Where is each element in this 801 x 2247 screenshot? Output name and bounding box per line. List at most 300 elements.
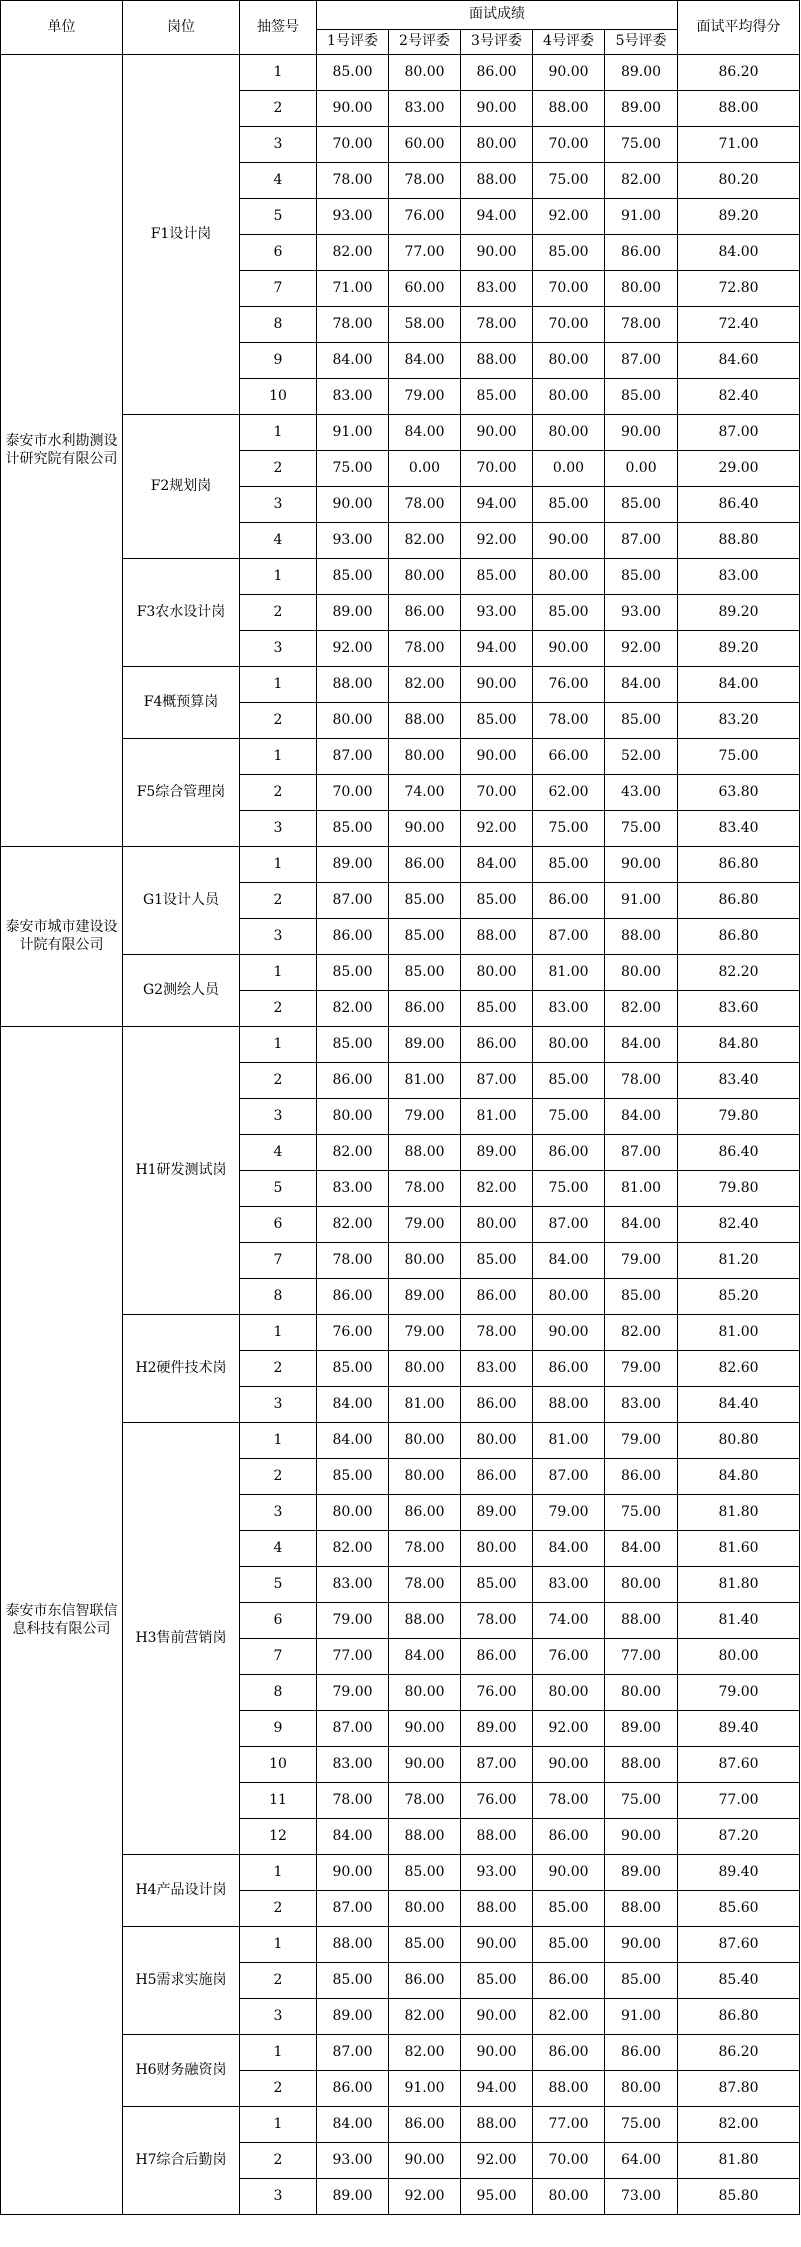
judge-2-score: 78.00 bbox=[389, 1531, 461, 1567]
judge-1-score: 85.00 bbox=[317, 811, 389, 847]
table-row bbox=[1, 1027, 800, 1063]
judge-1-score: 80.00 bbox=[317, 1495, 389, 1531]
header-row bbox=[1, 1, 800, 30]
judge-2-score: 80.00 bbox=[389, 1459, 461, 1495]
judge-5-score: 73.00 bbox=[605, 2179, 678, 2215]
judge-5-score: 82.00 bbox=[605, 163, 678, 199]
judge-5-score: 84.00 bbox=[605, 1207, 678, 1243]
judge-3-score: 85.00 bbox=[461, 991, 533, 1027]
judge-3-score: 86.00 bbox=[461, 55, 533, 91]
judge-1-score: 75.00 bbox=[317, 451, 389, 487]
judge-2-score: 90.00 bbox=[389, 2143, 461, 2179]
lot-cell: 2 bbox=[240, 883, 317, 919]
judge-2-score: 78.00 bbox=[389, 1567, 461, 1603]
judge-1-score: 87.00 bbox=[317, 883, 389, 919]
lot-cell: 6 bbox=[240, 1603, 317, 1639]
lot-cell: 7 bbox=[240, 1243, 317, 1279]
average-score: 88.80 bbox=[678, 523, 800, 559]
judge-4-score: 88.00 bbox=[533, 91, 605, 127]
judge-3-score: 86.00 bbox=[461, 1387, 533, 1423]
judge-5-score: 84.00 bbox=[605, 1099, 678, 1135]
judge-3-score: 85.00 bbox=[461, 1243, 533, 1279]
judge-2-score: 86.00 bbox=[389, 595, 461, 631]
judge-1-score: 88.00 bbox=[317, 667, 389, 703]
judge-4-score: 87.00 bbox=[533, 1459, 605, 1495]
judge-2-score: 80.00 bbox=[389, 1891, 461, 1927]
judge-3-score: 84.00 bbox=[461, 847, 533, 883]
judge-4-score: 86.00 bbox=[533, 1819, 605, 1855]
judge-3-score: 90.00 bbox=[461, 1999, 533, 2035]
judge-1-score: 85.00 bbox=[317, 1027, 389, 1063]
average-score: 80.00 bbox=[678, 1639, 800, 1675]
average-score: 81.20 bbox=[678, 1243, 800, 1279]
judge-4-score: 74.00 bbox=[533, 1603, 605, 1639]
judge-1-score: 83.00 bbox=[317, 1747, 389, 1783]
judge-1-score: 71.00 bbox=[317, 271, 389, 307]
average-score: 81.80 bbox=[678, 2143, 800, 2179]
lot-cell: 2 bbox=[240, 703, 317, 739]
judge-4-score: 62.00 bbox=[533, 775, 605, 811]
post-cell: F4概预算岗 bbox=[123, 667, 240, 739]
judge-4-score: 80.00 bbox=[533, 1027, 605, 1063]
judge-3-score: 78.00 bbox=[461, 307, 533, 343]
table-row bbox=[1, 55, 800, 91]
average-score: 29.00 bbox=[678, 451, 800, 487]
judge-1-score: 90.00 bbox=[317, 487, 389, 523]
judge-5-score: 87.00 bbox=[605, 343, 678, 379]
judge-2-score: 78.00 bbox=[389, 1171, 461, 1207]
post-cell: F3农水设计岗 bbox=[123, 559, 240, 667]
post-cell: G1设计人员 bbox=[123, 847, 240, 955]
judge-1-score: 89.00 bbox=[317, 1999, 389, 2035]
average-score: 89.20 bbox=[678, 595, 800, 631]
judge-3-score: 83.00 bbox=[461, 271, 533, 307]
header-lot: 抽签号 bbox=[240, 1, 317, 55]
judge-5-score: 85.00 bbox=[605, 487, 678, 523]
judge-4-score: 70.00 bbox=[533, 2143, 605, 2179]
judge-4-score: 85.00 bbox=[533, 847, 605, 883]
judge-3-score: 85.00 bbox=[461, 883, 533, 919]
lot-cell: 3 bbox=[240, 1999, 317, 2035]
judge-5-score: 52.00 bbox=[605, 739, 678, 775]
lot-cell: 1 bbox=[240, 847, 317, 883]
judge-1-score: 86.00 bbox=[317, 2071, 389, 2107]
judge-3-score: 80.00 bbox=[461, 1531, 533, 1567]
judge-1-score: 78.00 bbox=[317, 163, 389, 199]
average-score: 82.00 bbox=[678, 2107, 800, 2143]
judge-5-score: 85.00 bbox=[605, 559, 678, 595]
average-score: 81.60 bbox=[678, 1531, 800, 1567]
judge-3-score: 88.00 bbox=[461, 1819, 533, 1855]
judge-5-score: 43.00 bbox=[605, 775, 678, 811]
judge-4-score: 90.00 bbox=[533, 1315, 605, 1351]
judge-3-score: 87.00 bbox=[461, 1747, 533, 1783]
header-judge-4: 4号评委 bbox=[533, 30, 605, 55]
judge-4-score: 86.00 bbox=[533, 1351, 605, 1387]
judge-2-score: 90.00 bbox=[389, 811, 461, 847]
average-score: 87.60 bbox=[678, 1747, 800, 1783]
post-cell: G2测绘人员 bbox=[123, 955, 240, 1027]
lot-cell: 2 bbox=[240, 775, 317, 811]
lot-cell: 12 bbox=[240, 1819, 317, 1855]
judge-2-score: 60.00 bbox=[389, 271, 461, 307]
judge-2-score: 85.00 bbox=[389, 883, 461, 919]
judge-4-score: 92.00 bbox=[533, 1711, 605, 1747]
judge-1-score: 85.00 bbox=[317, 559, 389, 595]
judge-4-score: 87.00 bbox=[533, 1207, 605, 1243]
judge-2-score: 81.00 bbox=[389, 1063, 461, 1099]
judge-2-score: 79.00 bbox=[389, 379, 461, 415]
header-judge-3: 3号评委 bbox=[461, 30, 533, 55]
post-cell: H4产品设计岗 bbox=[123, 1855, 240, 1927]
average-score: 89.40 bbox=[678, 1855, 800, 1891]
judge-4-score: 90.00 bbox=[533, 631, 605, 667]
judge-3-score: 94.00 bbox=[461, 199, 533, 235]
lot-cell: 8 bbox=[240, 307, 317, 343]
judge-1-score: 84.00 bbox=[317, 343, 389, 379]
judge-2-score: 88.00 bbox=[389, 1819, 461, 1855]
lot-cell: 3 bbox=[240, 2179, 317, 2215]
judge-3-score: 80.00 bbox=[461, 955, 533, 991]
judge-5-score: 86.00 bbox=[605, 2035, 678, 2071]
average-score: 82.60 bbox=[678, 1351, 800, 1387]
judge-4-score: 85.00 bbox=[533, 1927, 605, 1963]
post-cell: H7综合后勤岗 bbox=[123, 2107, 240, 2215]
judge-5-score: 87.00 bbox=[605, 1135, 678, 1171]
judge-4-score: 85.00 bbox=[533, 595, 605, 631]
judge-4-score: 80.00 bbox=[533, 343, 605, 379]
judge-1-score: 85.00 bbox=[317, 1351, 389, 1387]
lot-cell: 3 bbox=[240, 631, 317, 667]
judge-5-score: 88.00 bbox=[605, 1603, 678, 1639]
lot-cell: 4 bbox=[240, 163, 317, 199]
judge-1-score: 76.00 bbox=[317, 1315, 389, 1351]
average-score: 89.20 bbox=[678, 199, 800, 235]
judge-4-score: 88.00 bbox=[533, 1387, 605, 1423]
judge-5-score: 85.00 bbox=[605, 1279, 678, 1315]
judge-4-score: 77.00 bbox=[533, 2107, 605, 2143]
judge-5-score: 82.00 bbox=[605, 991, 678, 1027]
judge-1-score: 87.00 bbox=[317, 1711, 389, 1747]
judge-3-score: 94.00 bbox=[461, 2071, 533, 2107]
header-judge-1: 1号评委 bbox=[317, 30, 389, 55]
average-score: 87.20 bbox=[678, 1819, 800, 1855]
judge-4-score: 75.00 bbox=[533, 1099, 605, 1135]
judge-3-score: 90.00 bbox=[461, 1927, 533, 1963]
lot-cell: 2 bbox=[240, 451, 317, 487]
judge-5-score: 90.00 bbox=[605, 1927, 678, 1963]
judge-2-score: 84.00 bbox=[389, 1639, 461, 1675]
judge-3-score: 86.00 bbox=[461, 1459, 533, 1495]
judge-3-score: 86.00 bbox=[461, 1027, 533, 1063]
lot-cell: 2 bbox=[240, 1351, 317, 1387]
judge-1-score: 78.00 bbox=[317, 307, 389, 343]
average-score: 84.60 bbox=[678, 343, 800, 379]
post-cell: H1研发测试岗 bbox=[123, 1027, 240, 1315]
lot-cell: 2 bbox=[240, 2071, 317, 2107]
judge-1-score: 82.00 bbox=[317, 991, 389, 1027]
judge-4-score: 80.00 bbox=[533, 379, 605, 415]
judge-1-score: 82.00 bbox=[317, 1135, 389, 1171]
judge-4-score: 78.00 bbox=[533, 703, 605, 739]
judge-5-score: 88.00 bbox=[605, 1891, 678, 1927]
judge-4-score: 86.00 bbox=[533, 2035, 605, 2071]
lot-cell: 5 bbox=[240, 199, 317, 235]
judge-5-score: 79.00 bbox=[605, 1243, 678, 1279]
judge-5-score: 84.00 bbox=[605, 667, 678, 703]
judge-1-score: 87.00 bbox=[317, 739, 389, 775]
judge-1-score: 85.00 bbox=[317, 1459, 389, 1495]
lot-cell: 4 bbox=[240, 523, 317, 559]
judge-4-score: 84.00 bbox=[533, 1243, 605, 1279]
judge-2-score: 0.00 bbox=[389, 451, 461, 487]
judge-1-score: 89.00 bbox=[317, 2179, 389, 2215]
judge-1-score: 78.00 bbox=[317, 1783, 389, 1819]
judge-3-score: 87.00 bbox=[461, 1063, 533, 1099]
judge-2-score: 80.00 bbox=[389, 559, 461, 595]
judge-3-score: 80.00 bbox=[461, 1207, 533, 1243]
judge-4-score: 82.00 bbox=[533, 1999, 605, 2035]
lot-cell: 1 bbox=[240, 2107, 317, 2143]
judge-5-score: 84.00 bbox=[605, 1531, 678, 1567]
judge-1-score: 70.00 bbox=[317, 775, 389, 811]
lot-cell: 10 bbox=[240, 1747, 317, 1783]
judge-4-score: 86.00 bbox=[533, 1963, 605, 1999]
post-cell: F1设计岗 bbox=[123, 55, 240, 415]
judge-2-score: 88.00 bbox=[389, 703, 461, 739]
judge-5-score: 91.00 bbox=[605, 199, 678, 235]
lot-cell: 7 bbox=[240, 1639, 317, 1675]
judge-2-score: 60.00 bbox=[389, 127, 461, 163]
judge-5-score: 75.00 bbox=[605, 1495, 678, 1531]
judge-4-score: 80.00 bbox=[533, 415, 605, 451]
judge-3-score: 85.00 bbox=[461, 559, 533, 595]
lot-cell: 1 bbox=[240, 1855, 317, 1891]
judge-3-score: 86.00 bbox=[461, 1639, 533, 1675]
judge-4-score: 84.00 bbox=[533, 1531, 605, 1567]
judge-5-score: 85.00 bbox=[605, 703, 678, 739]
judge-5-score: 81.00 bbox=[605, 1171, 678, 1207]
judge-1-score: 87.00 bbox=[317, 1891, 389, 1927]
judge-5-score: 78.00 bbox=[605, 307, 678, 343]
lot-cell: 8 bbox=[240, 1675, 317, 1711]
judge-3-score: 93.00 bbox=[461, 595, 533, 631]
judge-2-score: 80.00 bbox=[389, 1243, 461, 1279]
judge-2-score: 79.00 bbox=[389, 1315, 461, 1351]
lot-cell: 6 bbox=[240, 1207, 317, 1243]
average-score: 63.80 bbox=[678, 775, 800, 811]
judge-2-score: 78.00 bbox=[389, 163, 461, 199]
judge-2-score: 82.00 bbox=[389, 1999, 461, 2035]
judge-4-score: 76.00 bbox=[533, 667, 605, 703]
judge-1-score: 80.00 bbox=[317, 703, 389, 739]
average-score: 89.20 bbox=[678, 631, 800, 667]
judge-3-score: 89.00 bbox=[461, 1495, 533, 1531]
judge-2-score: 86.00 bbox=[389, 1963, 461, 1999]
judge-2-score: 88.00 bbox=[389, 1603, 461, 1639]
judge-4-score: 87.00 bbox=[533, 919, 605, 955]
judge-5-score: 0.00 bbox=[605, 451, 678, 487]
judge-3-score: 88.00 bbox=[461, 919, 533, 955]
judge-3-score: 90.00 bbox=[461, 667, 533, 703]
judge-4-score: 66.00 bbox=[533, 739, 605, 775]
lot-cell: 2 bbox=[240, 91, 317, 127]
judge-4-score: 92.00 bbox=[533, 199, 605, 235]
judge-2-score: 82.00 bbox=[389, 523, 461, 559]
judge-2-score: 79.00 bbox=[389, 1099, 461, 1135]
judge-4-score: 70.00 bbox=[533, 307, 605, 343]
judge-1-score: 91.00 bbox=[317, 415, 389, 451]
judge-5-score: 80.00 bbox=[605, 271, 678, 307]
judge-1-score: 77.00 bbox=[317, 1639, 389, 1675]
judge-5-score: 89.00 bbox=[605, 1855, 678, 1891]
judge-5-score: 79.00 bbox=[605, 1423, 678, 1459]
judge-3-score: 92.00 bbox=[461, 811, 533, 847]
judge-5-score: 77.00 bbox=[605, 1639, 678, 1675]
judge-2-score: 89.00 bbox=[389, 1027, 461, 1063]
lot-cell: 3 bbox=[240, 1099, 317, 1135]
judge-5-score: 91.00 bbox=[605, 883, 678, 919]
judge-1-score: 93.00 bbox=[317, 199, 389, 235]
judge-1-score: 86.00 bbox=[317, 1279, 389, 1315]
judge-2-score: 90.00 bbox=[389, 1711, 461, 1747]
judge-4-score: 83.00 bbox=[533, 1567, 605, 1603]
lot-cell: 1 bbox=[240, 667, 317, 703]
average-score: 86.40 bbox=[678, 1135, 800, 1171]
judge-5-score: 78.00 bbox=[605, 1063, 678, 1099]
judge-2-score: 78.00 bbox=[389, 1783, 461, 1819]
judge-1-score: 79.00 bbox=[317, 1675, 389, 1711]
average-score: 82.40 bbox=[678, 1207, 800, 1243]
judge-1-score: 86.00 bbox=[317, 1063, 389, 1099]
lot-cell: 1 bbox=[240, 415, 317, 451]
judge-4-score: 90.00 bbox=[533, 55, 605, 91]
judge-5-score: 85.00 bbox=[605, 1963, 678, 1999]
judge-2-score: 77.00 bbox=[389, 235, 461, 271]
judge-1-score: 84.00 bbox=[317, 2107, 389, 2143]
average-score: 85.40 bbox=[678, 1963, 800, 1999]
judge-3-score: 85.00 bbox=[461, 703, 533, 739]
judge-1-score: 82.00 bbox=[317, 1207, 389, 1243]
judge-5-score: 75.00 bbox=[605, 811, 678, 847]
average-score: 80.20 bbox=[678, 163, 800, 199]
lot-cell: 9 bbox=[240, 1711, 317, 1747]
average-score: 84.00 bbox=[678, 235, 800, 271]
judge-1-score: 82.00 bbox=[317, 235, 389, 271]
judge-1-score: 83.00 bbox=[317, 1567, 389, 1603]
average-score: 71.00 bbox=[678, 127, 800, 163]
post-cell: F2规划岗 bbox=[123, 415, 240, 559]
average-score: 87.00 bbox=[678, 415, 800, 451]
judge-1-score: 78.00 bbox=[317, 1243, 389, 1279]
average-score: 81.80 bbox=[678, 1495, 800, 1531]
header-judge-5: 5号评委 bbox=[605, 30, 678, 55]
average-score: 72.80 bbox=[678, 271, 800, 307]
lot-cell: 2 bbox=[240, 595, 317, 631]
judge-5-score: 89.00 bbox=[605, 1711, 678, 1747]
post-cell: H2硬件技术岗 bbox=[123, 1315, 240, 1423]
judge-5-score: 90.00 bbox=[605, 1819, 678, 1855]
judge-3-score: 90.00 bbox=[461, 2035, 533, 2071]
judge-2-score: 58.00 bbox=[389, 307, 461, 343]
judge-5-score: 86.00 bbox=[605, 235, 678, 271]
lot-cell: 3 bbox=[240, 487, 317, 523]
lot-cell: 2 bbox=[240, 1891, 317, 1927]
judge-3-score: 81.00 bbox=[461, 1099, 533, 1135]
judge-5-score: 93.00 bbox=[605, 595, 678, 631]
lot-cell: 5 bbox=[240, 1171, 317, 1207]
judge-5-score: 89.00 bbox=[605, 55, 678, 91]
judge-4-score: 86.00 bbox=[533, 1135, 605, 1171]
unit-cell: 泰安市东信智联信息科技有限公司 bbox=[1, 1027, 123, 2215]
judge-5-score: 64.00 bbox=[605, 2143, 678, 2179]
judge-3-score: 92.00 bbox=[461, 523, 533, 559]
judge-5-score: 88.00 bbox=[605, 1747, 678, 1783]
judge-4-score: 88.00 bbox=[533, 2071, 605, 2107]
judge-1-score: 92.00 bbox=[317, 631, 389, 667]
average-score: 83.20 bbox=[678, 703, 800, 739]
table-row bbox=[1, 847, 800, 883]
judge-4-score: 70.00 bbox=[533, 271, 605, 307]
judge-3-score: 83.00 bbox=[461, 1351, 533, 1387]
average-score: 79.80 bbox=[678, 1099, 800, 1135]
judge-2-score: 78.00 bbox=[389, 631, 461, 667]
judge-3-score: 88.00 bbox=[461, 343, 533, 379]
judge-4-score: 90.00 bbox=[533, 1855, 605, 1891]
average-score: 87.80 bbox=[678, 2071, 800, 2107]
judge-2-score: 82.00 bbox=[389, 2035, 461, 2071]
judge-5-score: 84.00 bbox=[605, 1027, 678, 1063]
average-score: 85.80 bbox=[678, 2179, 800, 2215]
lot-cell: 3 bbox=[240, 127, 317, 163]
judge-1-score: 93.00 bbox=[317, 523, 389, 559]
header-scores: 面试成绩 bbox=[317, 1, 678, 30]
judge-1-score: 90.00 bbox=[317, 91, 389, 127]
average-score: 86.80 bbox=[678, 883, 800, 919]
judge-2-score: 89.00 bbox=[389, 1279, 461, 1315]
judge-2-score: 86.00 bbox=[389, 991, 461, 1027]
judge-3-score: 78.00 bbox=[461, 1603, 533, 1639]
average-score: 88.00 bbox=[678, 91, 800, 127]
lot-cell: 1 bbox=[240, 1927, 317, 1963]
judge-5-score: 80.00 bbox=[605, 1675, 678, 1711]
judge-3-score: 85.00 bbox=[461, 1963, 533, 1999]
judge-2-score: 88.00 bbox=[389, 1135, 461, 1171]
judge-3-score: 80.00 bbox=[461, 127, 533, 163]
judge-3-score: 88.00 bbox=[461, 1891, 533, 1927]
average-score: 86.80 bbox=[678, 1999, 800, 2035]
judge-2-score: 85.00 bbox=[389, 1855, 461, 1891]
header-unit: 单位 bbox=[1, 1, 123, 55]
lot-cell: 1 bbox=[240, 1315, 317, 1351]
average-score: 75.00 bbox=[678, 739, 800, 775]
judge-1-score: 93.00 bbox=[317, 2143, 389, 2179]
lot-cell: 3 bbox=[240, 1387, 317, 1423]
average-score: 82.20 bbox=[678, 955, 800, 991]
average-score: 84.00 bbox=[678, 667, 800, 703]
lot-cell: 3 bbox=[240, 1495, 317, 1531]
judge-3-score: 85.00 bbox=[461, 379, 533, 415]
judge-5-score: 86.00 bbox=[605, 1459, 678, 1495]
judge-5-score: 90.00 bbox=[605, 847, 678, 883]
header-judge-2: 2号评委 bbox=[389, 30, 461, 55]
average-score: 86.80 bbox=[678, 847, 800, 883]
average-score: 81.80 bbox=[678, 1567, 800, 1603]
judge-5-score: 75.00 bbox=[605, 127, 678, 163]
judge-1-score: 83.00 bbox=[317, 1171, 389, 1207]
judge-1-score: 84.00 bbox=[317, 1387, 389, 1423]
judge-5-score: 79.00 bbox=[605, 1351, 678, 1387]
